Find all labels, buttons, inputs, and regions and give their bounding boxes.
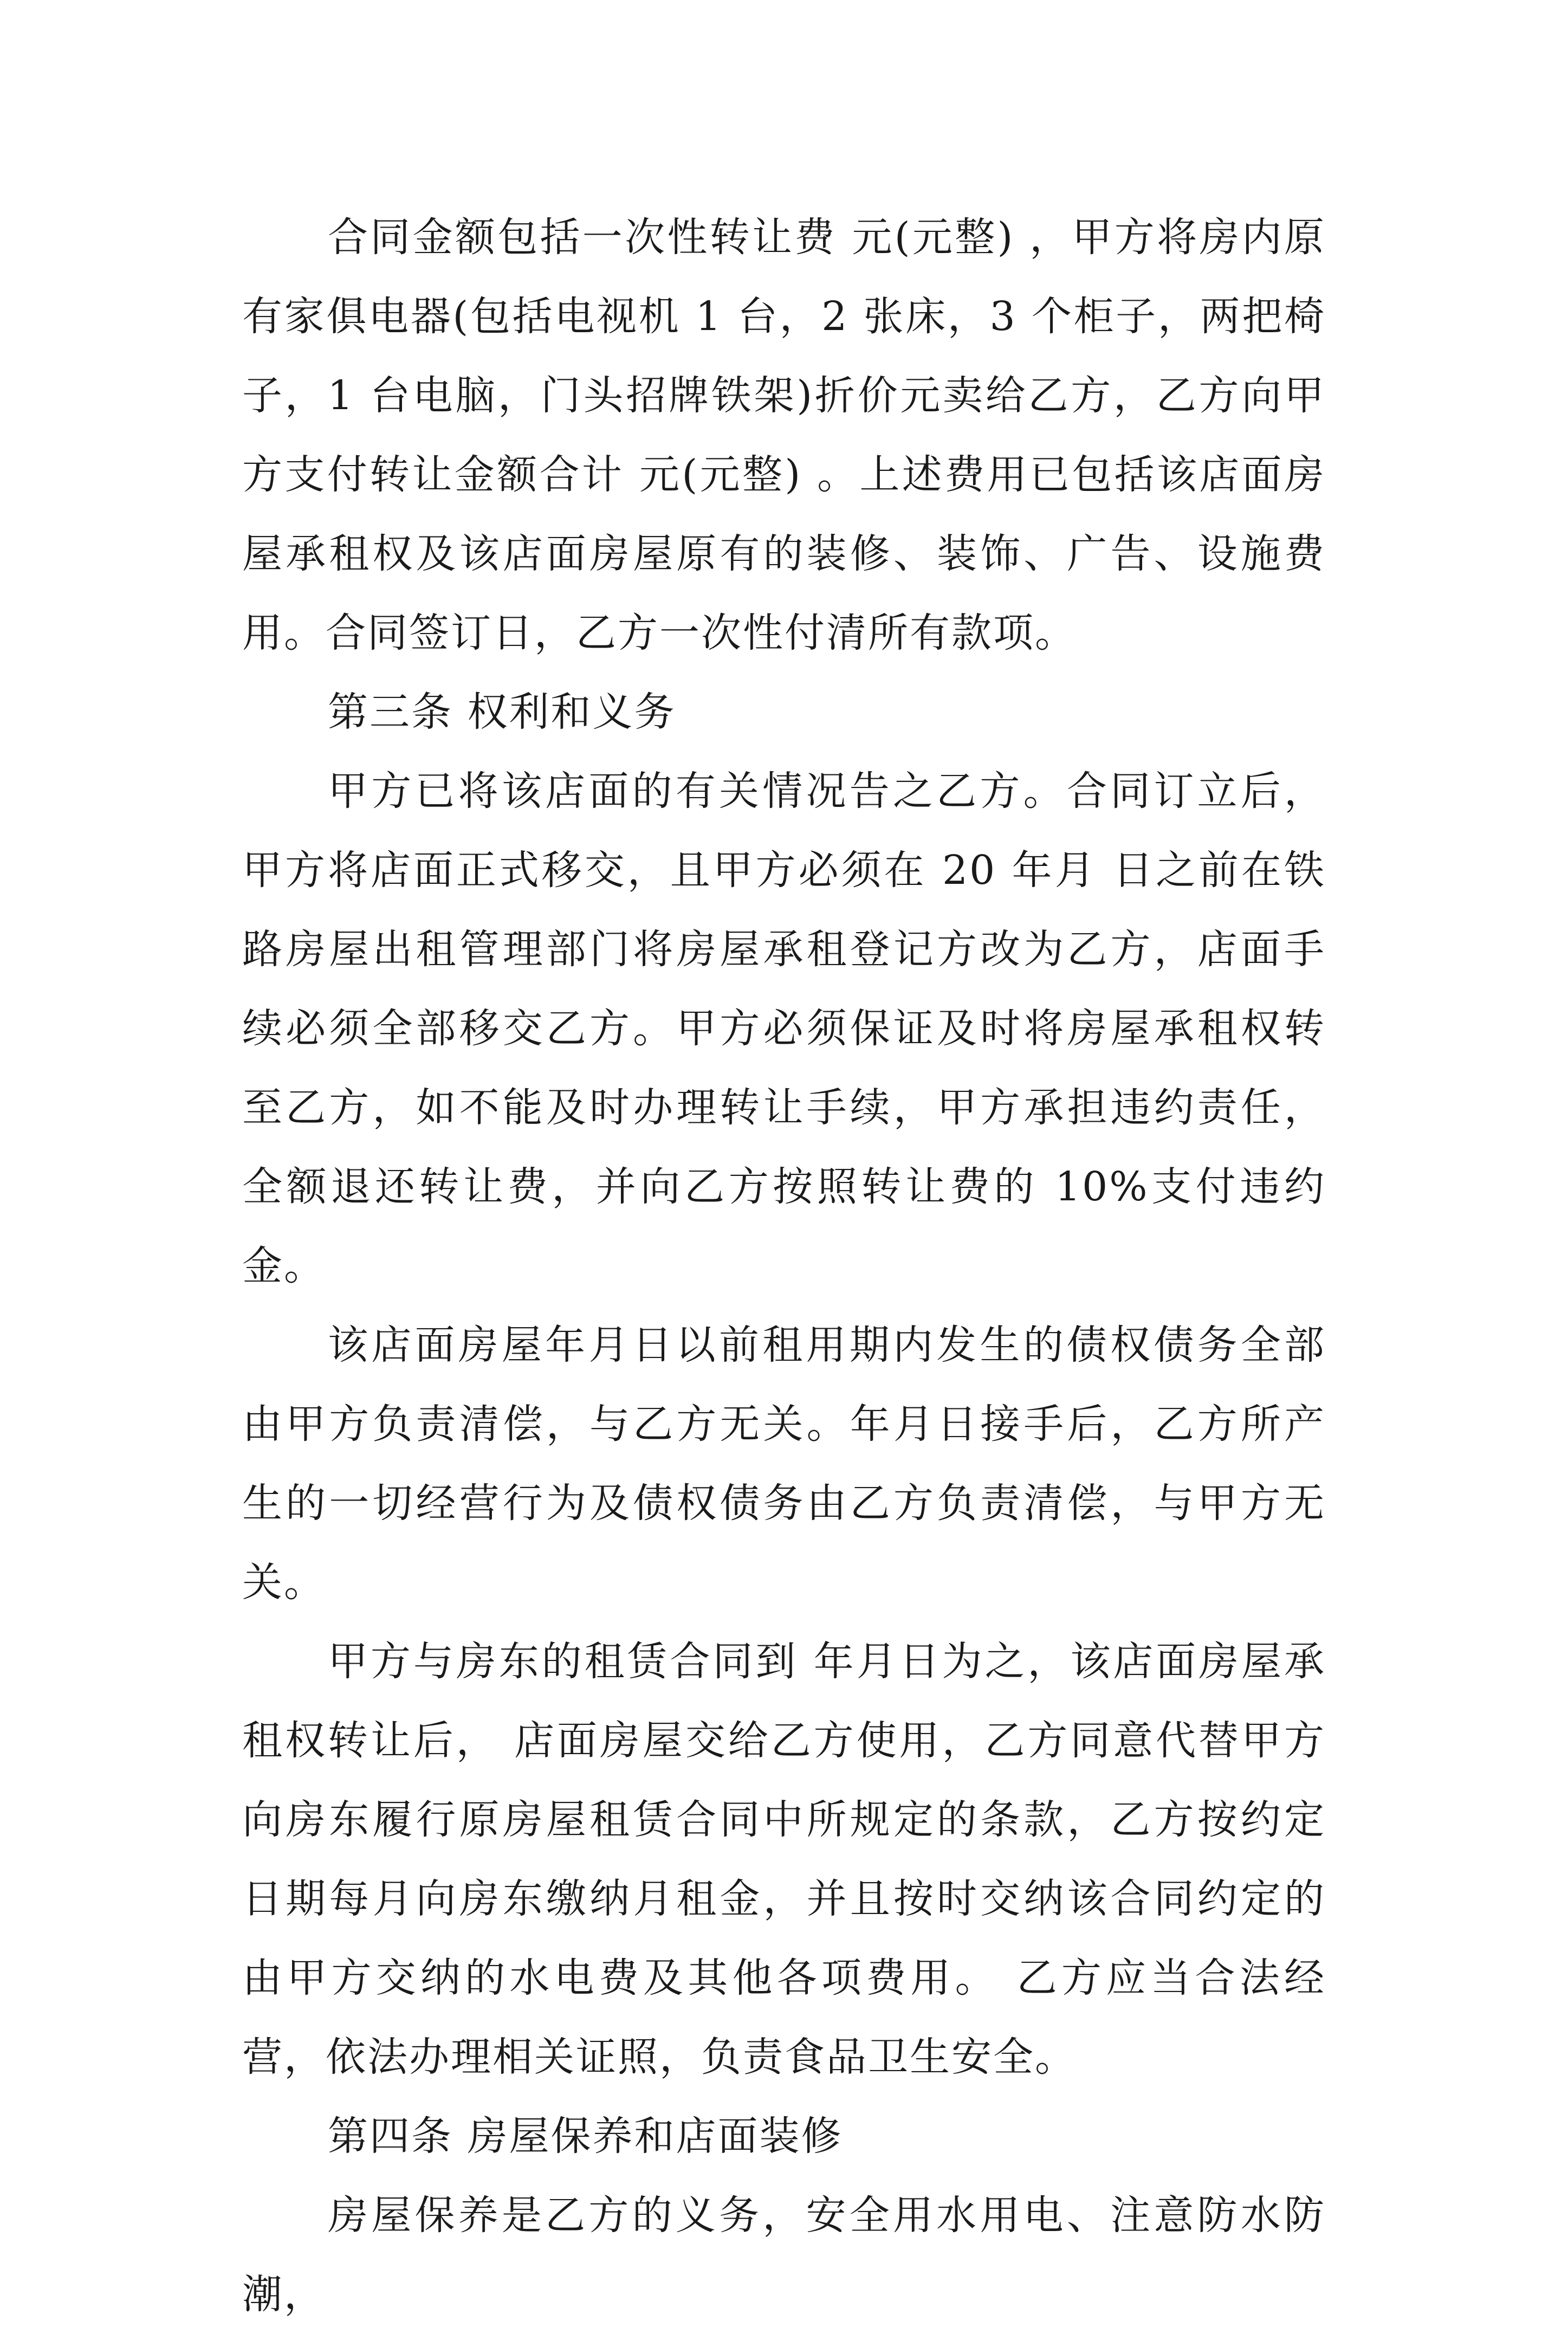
heading-article-3: 第三条 权利和义务 <box>328 689 676 735</box>
paragraph-handover-obligations: 甲方已将该店面的有关情况告之乙方。合同订立后，甲方将店面正式移交，且甲方必须在 20 年月 日之前在铁路房屋出租管理部门将房屋承租登记方改为乙方，店面手续必须全部移交乙方。甲方必须保证及时将房屋承租权转至乙方，如不能及时办理转让手续，甲方承担违约责任，全额退还转让费，并向乙方按照转让费的 10%支付违约金。 <box>242 768 1326 1289</box>
paragraph-lease-terms: 甲方与房东的租赁合同到 年月日为之，该店面房屋承租权转让后， 店面房屋交给乙方使用，乙方同意代替甲方向房东履行原房屋租赁合同中所规定的条款，乙方按约定日期每月向房东缴纳月租金，并且按时交纳该合同约定的由甲方交纳的水电费及其他各项费用。 乙方应当合法经营，依法办理相关证照，负责食品卫生安全。 <box>242 1638 1326 2080</box>
paragraph-debts: 该店面房屋年月日以前租用期内发生的债权债务全部由甲方负责清偿，与乙方无关。年月日接手后，乙方所产生的一切经营行为及债权债务由乙方负责清偿，与甲方无关。 <box>242 1322 1326 1606</box>
paragraph-maintenance: 房屋保养是乙方的义务，安全用水用电、注意防水防潮， <box>242 2192 1326 2318</box>
document-body <box>242 198 1326 2334</box>
paragraph-transfer-fee: 合同金额包括一次性转让费 元(元整) ，甲方将房内原有家俱电器(包括电视机 1 台，2 张床，3 个柜子，两把椅子，1 台电脑，门头招牌铁架)折价元卖给乙方，乙方向甲方支付转让金额合计 元(元整) 。上述费用已包括该店面房屋承租权及该店面房屋原有的装修、装饰、广告、设施费用。合同签订日，乙方一次性付清所有款项。 <box>242 214 1326 656</box>
heading-article-4: 第四条 房屋保养和店面装修 <box>328 2113 843 2160</box>
